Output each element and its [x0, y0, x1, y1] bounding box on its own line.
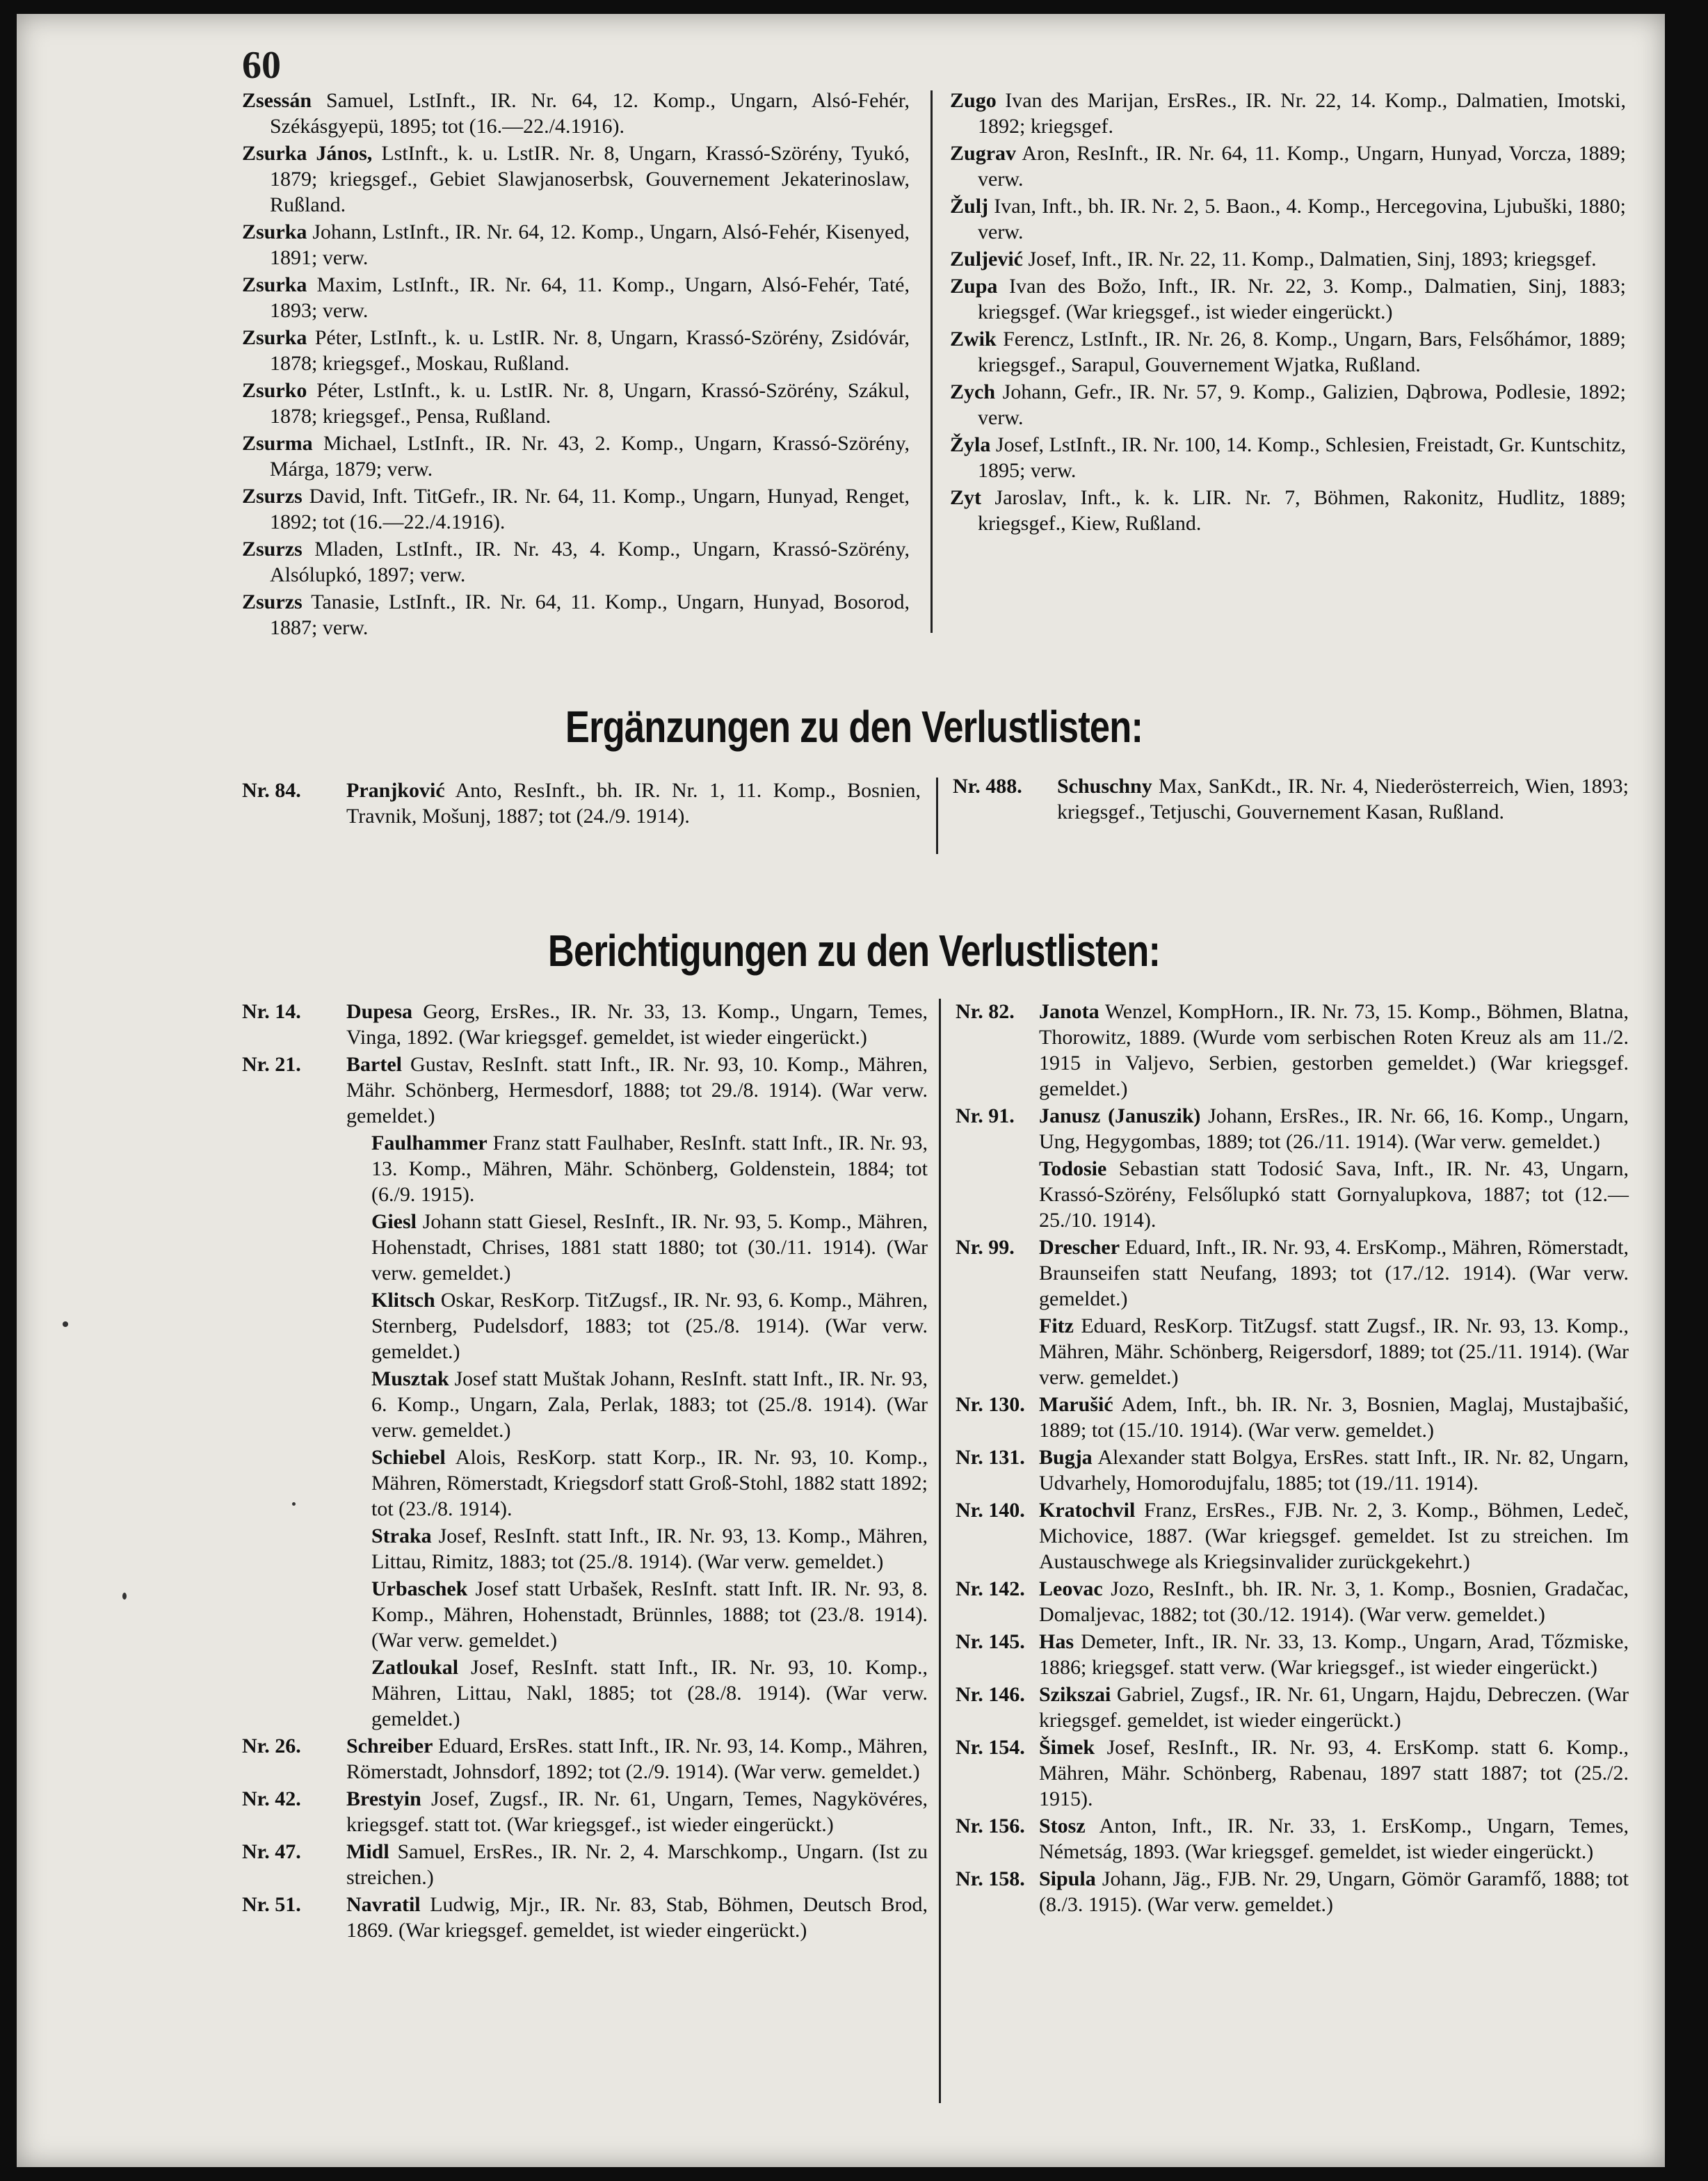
list-item: Žulj Ivan, Inft., bh. IR. Nr. 2, 5. Baon., 4. Komp., Hercegovina, Ljubuški, 1880; verw.: [950, 195, 1627, 243]
top-right-column: [950, 88, 1626, 538]
list-item: Straka Josef, ResInft. statt Inft., IR. Nr. 93, 13. Komp., Mähren, Littau, Rimitz, 1883; tot (25./8. 1914). (War verw. gemeldet.): [371, 1524, 928, 1573]
list-item: Nr. 82. Janota Wenzel, KompHorn., IR. Nr. 73, 15. Komp., Böhmen, Blatna, Thorowitz, 1889. (Wurde vom serbischen Roten Kreuz als am 11./2. 1915 in Valjevo, Serbien, gestorben gemeldet.) (War kriegsgef. gemeldet.): [956, 1000, 1629, 1100]
list-item: Nr. 156. Stosz Anton, Inft., IR. Nr. 33, 1. ErsKomp., Ungarn, Temes, Németság, 1893. (War kriegsgef. gemeldet, ist wieder eingerückt.): [956, 1814, 1629, 1863]
page-number: 60: [242, 44, 281, 87]
list-item: Klitsch Oskar, ResKorp. TitZugsf., IR. Nr. 93, 6. Komp., Mähren, Sternberg, Pudelsdorf, 1883; tot (25./8. 1914). (War verw. gemeldet.): [371, 1289, 928, 1363]
scan-speck: [122, 1593, 127, 1600]
list-item: Zwik Ferencz, LstInft., IR. Nr. 26, 8. Komp., Ungarn, Bars, Felsőhámor, 1889; kriegsgef., Sarapul, Gouvernement Wjatka, Rußland.: [950, 328, 1626, 376]
column-divider: [936, 778, 938, 854]
list-item: Faulhammer Franz statt Faulhaber, ResInft. statt Inft., IR. Nr. 93, 13. Komp., Mähren, Mähr. Schönberg, Goldenstein, 1884; tot (6./9. 1915).: [371, 1132, 928, 1206]
list-item: Zsurka Péter, LstInft., k. u. LstIR. Nr. 8, Ungarn, Krassó-Szörény, Zsidóvár, 1878; kriegsgef., Moskau, Rußland.: [242, 326, 910, 375]
list-item: Zugrav Aron, ResInft., IR. Nr. 64, 11. Komp., Ungarn, Hunyad, Vorcza, 1889; verw.: [950, 142, 1626, 191]
top-left-column: [242, 88, 910, 642]
list-item: Zyt Jaroslav, Inft., k. k. LIR. Nr. 7, Böhmen, Rakonitz, Hudlitz, 1889; kriegsgef., Kiew, Rußland.: [950, 486, 1627, 535]
list-item: Zsurzs Tanasie, LstInft., IR. Nr. 64, 11. Komp., Ungarn, Hunyad, Bosorod, 1887; verw.: [242, 590, 910, 639]
list-item: Zsurka Maxim, LstInft., IR. Nr. 64, 11. Komp., Ungarn, Alsó-Fehér, Taté, 1893; verw.: [242, 273, 910, 322]
list-item: Giesl Johann statt Giesel, ResInft., IR. Nr. 93, 5. Komp., Mähren, Hohenstadt, Chrises, 1881 statt 1880; tot (30./11. 1914). (War verw. gemeldet.): [371, 1210, 928, 1285]
heading-corrections: Berichtigungen zu den Verlustlisten:: [547, 926, 1161, 976]
scan-speck: [292, 1502, 296, 1506]
list-item: Nr. 488. Schuschny Max, SanKdt., IR. Nr. 4, Niederösterreich, Wien, 1893; kriegsgef., Tetjuschi, Gouvernement Kasan, Rußland.: [953, 775, 1629, 823]
list-item: Nr. 140. Kratochvil Franz, ErsRes., FJB. Nr. 2, 3. Komp., Böhmen, Ledeč, Michovice, 1887. (War kriegsgef. gemeldet. Ist zu streichen. Im Austauschwege als Kriegsinvalider zurückgekehrt.): [956, 1499, 1629, 1573]
scan-speck: [63, 1321, 68, 1327]
list-item: Nr. 21. Bartel Gustav, ResInft. statt Inft., IR. Nr. 93, 10. Komp., Mähren, Mähr. Schönberg, Hermesdorf, 1888; tot 29./8. 1914). (War verw. gemeldet.): [242, 1053, 928, 1127]
list-item: Nr. 51. Navratil Ludwig, Mjr., IR. Nr. 83, Stab, Böhmen, Deutsch Brod, 1869. (War kriegsgef. gemeldet, ist wieder eingerückt.): [242, 1893, 928, 1942]
list-item: Todosie Sebastian statt Todosić Sava, Inft., IR. Nr. 43, Ungarn, Krassó-Szörény, Felsőlupkó statt Gornyalupkova, 1887; tot (12.—25./10. 1914).: [1039, 1157, 1629, 1232]
list-item: Nr. 42. Brestyin Josef, Zugsf., IR. Nr. 61, Ungarn, Temes, Nagykövéres, kriegsgef. statt tot. (War kriegsgef., ist wieder eingerückt.): [242, 1787, 928, 1836]
list-item: Žyla Josef, LstInft., IR. Nr. 100, 14. Komp., Schlesien, Freistadt, Gr. Kuntschitz, 1895; verw.: [950, 433, 1627, 482]
list-item: Zsurko Péter, LstInft., k. u. LstIR. Nr. 8, Ungarn, Krassó-Szörény, Szákul, 1878; kriegsgef., Pensa, Rußland.: [242, 379, 910, 428]
list-item: Nr. 158. Sipula Johann, Jäg., FJB. Nr. 29, Ungarn, Gömör Garamfő, 1888; tot (8./3. 1915). (War verw. gemeldet.): [956, 1867, 1629, 1916]
column-divider: [930, 90, 933, 633]
list-item: Zsurma Michael, LstInft., IR. Nr. 43, 2. Komp., Ungarn, Krassó-Szörény, Márga, 1879; verw.: [242, 432, 910, 481]
list-item: Nr. 131. Bugja Alexander statt Bolgya, ErsRes. statt Inft., IR. Nr. 82, Ungarn, Udvarhely, Homorodujfalu, 1885; tot (19./11. 1914).: [956, 1446, 1629, 1495]
list-item: Nr. 91. Janusz (Januszik) Johann, ErsRes., IR. Nr. 66, 16. Komp., Ungarn, Ung, Hegygombas, 1889; tot (26./11. 1914). (War verw. gemeldet.): [956, 1104, 1629, 1153]
list-item: Nr. 130. Marušić Adem, Inft., bh. IR. Nr. 3, Bosnien, Maglaj, Mustajbašić, 1889; tot (15./10. 1914). (War verw. gemeldet.): [956, 1393, 1629, 1442]
list-item: Nr. 99. Drescher Eduard, Inft., IR. Nr. 93, 4. ErsKomp., Mähren, Römerstadt, Braunseifen statt Neufang, 1893; tot (17./12. 1914). (War verw. gemeldet.): [956, 1236, 1629, 1310]
list-item: Nr. 84. Pranjković Anto, ResInft., bh. IR. Nr. 1, 11. Komp., Bosnien, Travnik, Mošunj, 1887; tot (24./9. 1914).: [242, 779, 921, 828]
list-item: Zsessán Samuel, LstInft., IR. Nr. 64, 12. Komp., Ungarn, Alsó-Fehér, Székásgyepü, 1895; tot (16.—22./4.1916).: [242, 89, 910, 138]
list-item: Zsurka Johann, LstInft., IR. Nr. 64, 12. Komp., Ungarn, Alsó-Fehér, Kisenyed, 1891; verw.: [242, 220, 910, 269]
list-item: Nr. 47. Midl Samuel, ErsRes., IR. Nr. 2, 4. Marschkomp., Ungarn. (Ist zu streichen.): [242, 1840, 928, 1889]
list-item: Nr. 26. Schreiber Eduard, ErsRes. statt Inft., IR. Nr. 93, 14. Komp., Mähren, Römerstadt, Johnsdorf, 1892; tot (2./9. 1914). (War verw. gemeldet.): [242, 1735, 928, 1783]
list-item: Zatloukal Josef, ResInft. statt Inft., IR. Nr. 93, 10. Komp., Mähren, Littau, Nakl, 1885; tot (28./8. 1914). (War verw. gemeldet.): [371, 1656, 928, 1730]
list-item: Zsurzs David, Inft. TitGefr., IR. Nr. 64, 11. Komp., Ungarn, Hunyad, Renget, 1892; tot (16.—22./4.1916).: [242, 485, 910, 533]
list-item: Zuljević Josef, Inft., IR. Nr. 22, 11. Komp., Dalmatien, Sinj, 1893; kriegsgef.: [950, 248, 1597, 271]
list-item: Fitz Eduard, ResKorp. TitZugsf. statt Zugsf., IR. Nr. 93, 13. Komp., Mähren, Mähr. Schönberg, Reigersdorf, 1889; tot (25./11. 1914). (War verw. gemeldet.): [1039, 1314, 1629, 1389]
list-item: Zupa Ivan des Božo, Inft., IR. Nr. 22, 3. Komp., Dalmatien, Sinj, 1883; kriegsgef. (War kriegsgef., ist wieder eingerückt.): [950, 275, 1627, 323]
supplements-right: [953, 773, 1629, 826]
list-item: Zsurzs Mladen, LstInft., IR. Nr. 43, 4. Komp., Ungarn, Krassó-Szörény, Alsólupkó, 1897; verw.: [242, 538, 910, 586]
list-item: Nr. 14. Dupesa Georg, ErsRes., IR. Nr. 33, 13. Komp., Ungarn, Temes, Vinga, 1892. (War kriegsgef. gemeldet, ist wieder eingerückt.): [242, 1000, 928, 1049]
list-item: Nr. 154. Šimek Josef, ResInft., IR. Nr. 93, 4. ErsKomp. statt 6. Komp., Mähren, Mähr. Schönberg, Rabenau, 1897 statt 1887; tot (25./2. 1915).: [956, 1736, 1629, 1810]
corrections-right: [956, 999, 1629, 1919]
corrections-left: [242, 999, 928, 1945]
list-item: Schiebel Alois, ResKorp. statt Korp., IR. Nr. 93, 10. Komp., Mähren, Römerstadt, Kriegsdorf statt Groß-Stohl, 1882 statt 1892; tot (23./8. 1914).: [371, 1446, 928, 1520]
list-item: Musztak Josef statt Muštak Johann, ResInft. statt Inft., IR. Nr. 93, 6. Komp., Ungarn, Zala, Perlak, 1883; tot (25./8. 1914). (War verw. gemeldet.): [371, 1367, 928, 1442]
list-item: Zugo Ivan des Marijan, ErsRes., IR. Nr. 22, 14. Komp., Dalmatien, Imotski, 1892; kriegsgef.: [950, 89, 1627, 138]
list-item: Nr. 145. Has Demeter, Inft., IR. Nr. 33, 13. Komp., Ungarn, Arad, Tőzmiske, 1886; kriegsgef. statt verw. (War kriegsgef., ist wieder eingerückt.): [956, 1630, 1629, 1679]
heading-supplements: Ergänzungen zu den Verlustlisten:: [565, 702, 1143, 752]
list-item: Zsurka János, LstInft., k. u. LstIR. Nr. 8, Ungarn, Krassó-Szörény, Tyukó, 1879; kriegsgef., Gebiet Slawjanoserbsk, Gouvernement Jekaterinoslaw, Rußland.: [242, 142, 910, 216]
supplements-left: [242, 778, 921, 830]
list-item: Zych Johann, Gefr., IR. Nr. 57, 9. Komp., Galizien, Dąbrowa, Podlesie, 1892; verw.: [950, 380, 1627, 429]
list-item: Urbaschek Josef statt Urbašek, ResInft. statt Inft. IR. Nr. 93, 8. Komp., Mähren, Hohenstadt, Brünnles, 1888; tot (23./8. 1914). (War verw. gemeldet.): [371, 1577, 928, 1652]
column-divider: [939, 999, 941, 2103]
list-item: Nr. 146. Szikszai Gabriel, Zugsf., IR. Nr. 61, Ungarn, Hajdu, Debreczen. (War kriegsgef. gemeldet, ist wieder eingerückt.): [956, 1683, 1629, 1732]
list-item: Nr. 142. Leovac Jozo, ResInft., bh. IR. Nr. 3, 1. Komp., Bosnien, Gradačac, Domaljevac, 1882; tot (30./12. 1914). (War verw. gemeldet.): [956, 1577, 1629, 1626]
